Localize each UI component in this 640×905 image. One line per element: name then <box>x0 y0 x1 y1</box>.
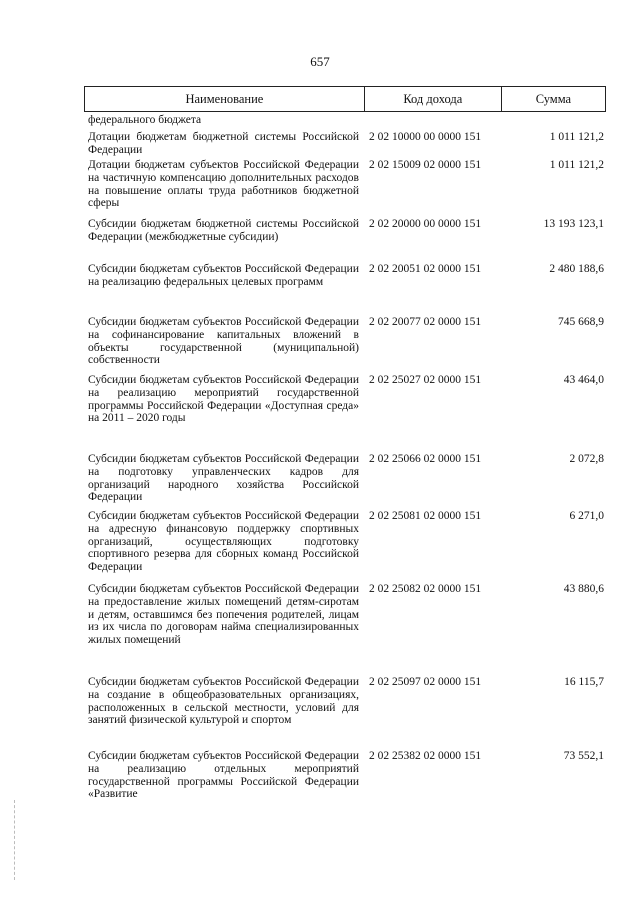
table-row <box>84 374 606 453</box>
row-sum: 6 271,0 <box>569 510 604 522</box>
table-row <box>84 750 606 810</box>
header-name: Наименование <box>85 87 365 111</box>
row-name: Субсидии бюджетам субъектов Российской Федерации на реализацию мероприятий государственной программы Российской Федерации «Доступная среда» на 2011 – 2020 годы <box>88 374 359 425</box>
row-name: Субсидии бюджетам субъектов Российской Федерации на создание в общеобразовательных организациях, расположенных в сельской местности, условий для занятий физической культурой и спортом <box>88 676 359 727</box>
table-row <box>84 263 606 316</box>
table-row <box>84 583 606 676</box>
row-sum: 2 072,8 <box>569 453 604 465</box>
page-number: 657 <box>310 54 330 69</box>
revenue-table <box>84 86 606 810</box>
table-row <box>84 218 606 263</box>
table-row <box>84 131 606 159</box>
row-name: Дотации бюджетам субъектов Российской Федерации на частичную компенсацию дополнительных расходов на повышение оплаты труда работников бюджетной сферы <box>88 159 359 210</box>
table-row <box>84 453 606 510</box>
row-sum: 13 193 123,1 <box>543 218 604 230</box>
row-code: 2 02 20051 02 0000 151 <box>369 263 482 275</box>
row-code: 2 02 25066 02 0000 151 <box>369 453 482 465</box>
table-header <box>84 86 606 112</box>
row-code: 2 02 25027 02 0000 151 <box>369 374 482 386</box>
continuation-text: федерального бюджета <box>88 114 202 126</box>
row-name: Субсидии бюджетам субъектов Российской Федерации на подготовку управленческих кадров для организаций народного хозяйства Российской Федерации <box>88 453 359 504</box>
row-sum: 2 480 188,6 <box>549 263 604 275</box>
row-name: Субсидии бюджетам субъектов Российской Федерации на адресную финансовую поддержку спортивных организаций, осуществляющих подготовку спортивного резерва для сборных команд Российской Федерации <box>88 510 359 574</box>
row-code: 2 02 25382 02 0000 151 <box>369 750 482 762</box>
row-code: 2 02 10000 00 0000 151 <box>369 131 482 143</box>
header-sum: Сумма <box>535 91 572 106</box>
row-name: Субсидии бюджетам субъектов Российской Федерации на софинансирование капитальных вложений в объекты государственной (муниципальной) собственности <box>88 316 359 367</box>
row-sum: 16 115,7 <box>564 676 604 688</box>
row-sum: 1 011 121,2 <box>549 159 604 171</box>
row-sum: 1 011 121,2 <box>549 131 604 143</box>
row-name: Дотации бюджетам бюджетной системы Российской Федерации <box>88 131 359 156</box>
row-sum: 73 552,1 <box>563 750 604 762</box>
table-row <box>84 510 606 583</box>
row-code: 2 02 20077 02 0000 151 <box>369 316 482 328</box>
row-name: Субсидии бюджетам субъектов Российской Федерации на реализацию федеральных целевых программ <box>88 263 359 288</box>
row-code: 2 02 25081 02 0000 151 <box>369 510 482 522</box>
row-sum: 745 668,9 <box>558 316 604 328</box>
table-row <box>84 159 606 218</box>
row-name: Субсидии бюджетам субъектов Российской Федерации на реализацию отдельных мероприятий государственной программы Российской Федерации «Развитие <box>88 750 359 801</box>
row-sum: 43 464,0 <box>563 374 604 386</box>
table-row <box>84 316 606 374</box>
row-code: 2 02 15009 02 0000 151 <box>369 159 482 171</box>
row-name: Субсидии бюджетам бюджетной системы Российской Федерации (межбюджетные субсидии) <box>88 218 359 243</box>
row-sum: 43 880,6 <box>563 583 604 595</box>
row-name: Субсидии бюджетам субъектов Российской Федерации на предоставление жилых помещений детям-сиротам и детям, оставшимся без попечения родителей, лицам из их числа по договорам найма специализированных жилых помещений <box>88 583 359 647</box>
scan-margin-marks <box>14 800 17 880</box>
row-code: 2 02 25097 02 0000 151 <box>369 676 482 688</box>
row-code: 2 02 20000 00 0000 151 <box>369 218 482 230</box>
table-row <box>84 676 606 750</box>
table-body <box>84 131 606 810</box>
header-code: Код дохода <box>365 87 502 111</box>
row-code: 2 02 25082 02 0000 151 <box>369 583 482 595</box>
